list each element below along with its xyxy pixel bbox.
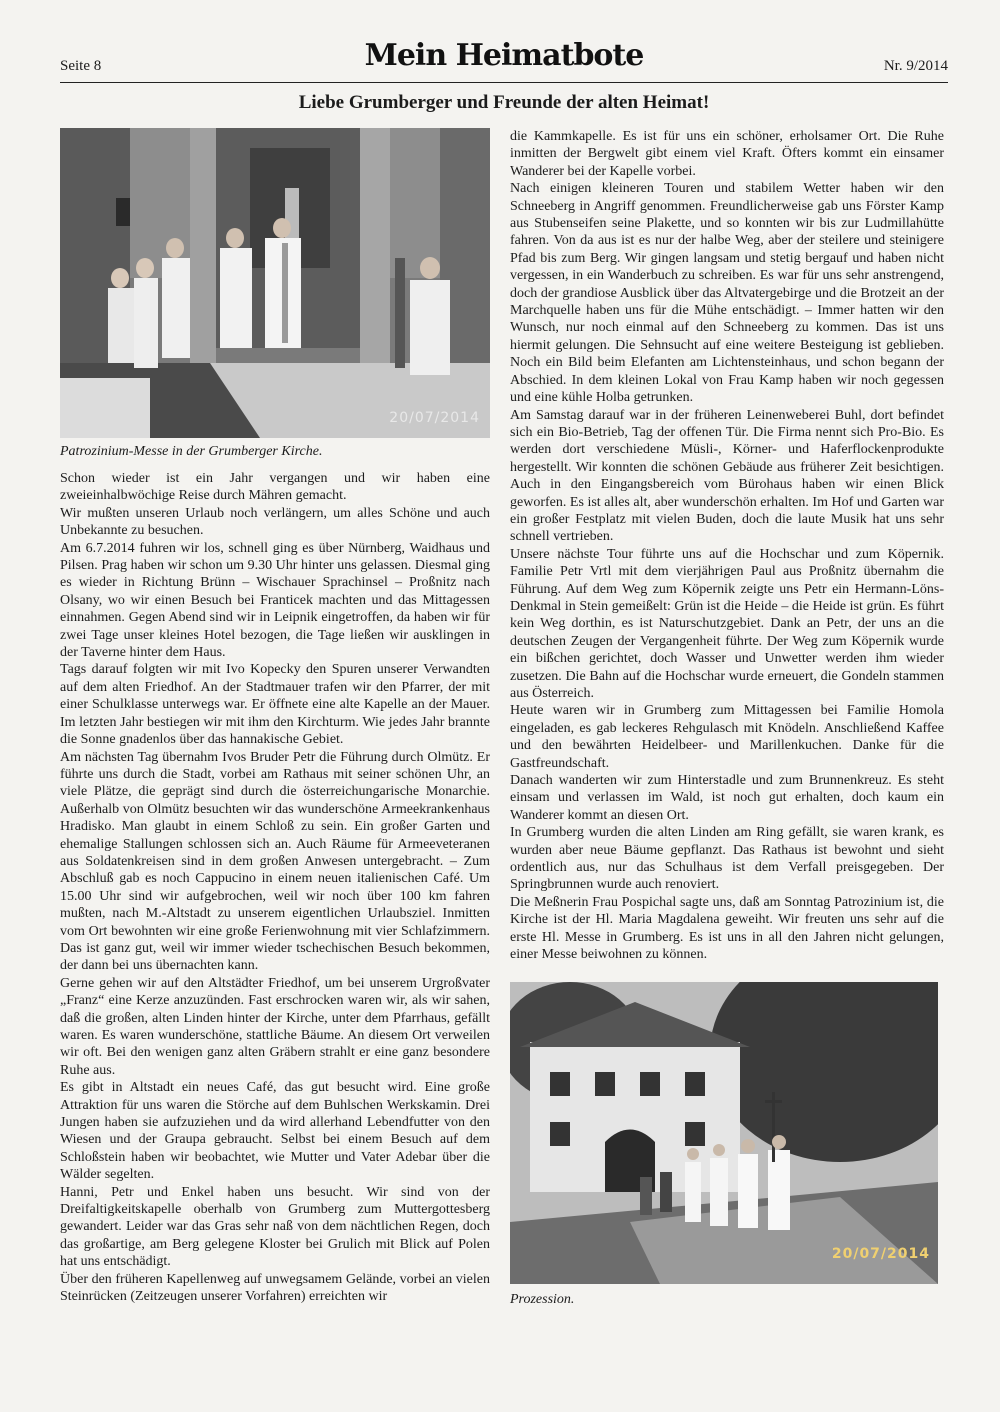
paragraph: Danach wanderten wir zum Hinterstadle und zum Brunnenkreuz. Es steht einsam und verlassen im Wald, ist noch gut erhalten, doch kaum ein Wanderer kommt an diesen Ort. (510, 773, 944, 823)
paragraph: Am nächsten Tag übernahm Ivos Bruder Petr die Führung durch Olmütz. Er führte uns durch die Stadt, vorbei am Rathaus mit seiner schönen Uhr, an viele Plätze, die geprägt sind durch die österreichungarische Monarchie. Außerhalb von Olmütz besuchten wir das wunderschöne Armeekrankenhaus Hradisko. Man glaubt in einem Schloß zu sein. Ein großer Garten und ehemalige Stallungen schlossen sich an. Auch Räume für Armeeveteranen aus Soldatenkreisen sind in dem großen Anwesen untergebracht. – Zum Abschluß gab es noch Cappucino in einem neuen italienischen Café. Um 15.00 Uhr sind wir aufgebrochen, weil wir noch über 100 km fahren mußten, nach M.-Altstadt zu unserem eigentlichen Urlaubsziel. Inmitten vom Ort bewohnten wir eine große Ferienwohnung mit vier Schlafzimmern. Das ist ganz gut, weil wir immer wieder tschechischen Besuch bekommen, der dann bei uns übernachten kann. (60, 749, 490, 974)
paragraph: Gerne gehen wir auf den Altstädter Friedhof, um bei unserem Urgroßvater „Franz“ eine Kerze anzuzünden. Fast erschrocken waren wir, als wir sahen, daß die großen, alten Linden hinter der Kirche, unter dem Pfarrhaus, gefällt waren. Es waren wunderschöne, stattliche Bäume. An diesem Ort verweilen wir oft. Bei den wenigen ganz alten Gräbern strahlt er eine ganz besondere Ruhe aus. (60, 975, 490, 1078)
church-interior-image (60, 128, 490, 438)
paragraph: In Grumberg wurden die alten Linden am Ring gefällt, sie waren krank, es wurden aber neue Bäume gepflanzt. Das Rathaus ist bewohnt und sieht ordentlich aus, nur das Schulhaus ist dem Verfall preisgegeben. Der Springbrunnen wurde auch renoviert. (510, 825, 944, 893)
paragraph: Nach einigen kleineren Touren und stabilem Wetter haben wir den Schneeberg in Angriff genommen. Freundlicherweise gab uns Förster Kamp aus Stubenseifen seine Plakette, und so konnten wir bis zur Ludmillahütte fahren. Von da aus ist es nur der halbe Weg, aber der steilere und steinigere Pfad bis zum Berg. Wir gingen langsam und stetig bergauf und haben nicht vergessen, in ein Wanderbuch zu schreiben. Es war für uns sehr anstrengend, doch der grandiose Ausblick über das Altvatergebirge und die Brotzeit an der Marchquelle haben uns für die Mühe entschädigt. – Immer hatten wir den Wunsch, nur noch einmal auf den Schneeberg zu kommen. Das ist uns hiermit gelungen. Die Sehnsucht auf eine weitere Besteigung ist geblieben. Noch ein Bild beim Elefanten am Lichtensteinhaus, und schon begann der Abschied. In dem kleinen Lokal von Frau Kamp haben wir noch gegessen und eine kühle Holba getrunken. (510, 181, 944, 406)
paragraph: die Kammkapelle. Es ist für uns ein schöner, erholsamer Ort. Die Ruhe inmitten der Bergwelt gibt einem viel Kraft. Öfters kommt ein einsamer Wanderer bei der Kapelle vorbei. (510, 129, 944, 179)
paragraph: Unsere nächste Tour führte uns auf die Hochschar und zum Köpernik. Familie Petr Vrtl mit dem vierjährigen Paul aus Proßnitz übernahm die Führung. Auf dem Weg zum Köpernik zeigte uns Petr ein Hermann-Löns-Denkmal in Stein gemeißelt: Grün ist die Heide – die Heide ist grün. Es führt kein Weg dorthin, es ist Naturschutzgebiet. Dank an Petr, der uns an die deutschen Zeugen der Vergangenheit führte. Der Weg zum Köpernik wurde ein bißchen gerichtet, doch Wasser und Unwetter werden ihm wieder zusetzen. Die Bahn auf die Hochschar wurde erneuert, die Gondeln stammen aus Österreich. (510, 546, 944, 701)
procession-image (510, 982, 938, 1284)
paragraph: Schon wieder ist ein Jahr vergangen und wir haben eine zweieinhalbwöchige Reise durch Mähren gemacht. (60, 471, 490, 504)
paragraph: Wir mußten unseren Urlaub noch verlängern, um alles Schöne und auch Unbekannte zu besuchen. (60, 505, 490, 539)
church-mass-photo (60, 128, 490, 438)
article-headline: Liebe Grumberger und Freunde der alten Heimat! (298, 92, 710, 113)
paragraph: Die Meßnerin Frau Pospichal sagte uns, daß am Sonntag Patrozinium ist, die Kirche ist der Hl. Maria Magdalena geweiht. Wir freuten uns sehr auf die erste Hl. Messe in Grumberg. Es ist uns in all den Jahren nicht gelungen, einer Messe beiwohnen zu können. (510, 894, 944, 963)
page-number: Seite 8 (60, 58, 102, 74)
right-article-text (510, 128, 944, 964)
photo-date-stamp: 20/07/2014 (389, 410, 480, 426)
photo-caption: Prozession. (510, 1291, 575, 1307)
paragraph: Es gibt in Altstadt ein neues Café, das gut besucht wird. Eine große Attraktion für uns waren die Störche auf dem Buhlschen Werkskamin. Drei Jungen haben sie aufzuziehen und da wird allerhand Lebendfutter von den Wiesen und der Graupa gebraucht. Selbst bei einem Besuch auf dem Schloßstein haben wir beobachtet, wie Mutter und Vater Adebar über die Wälder segelten. (60, 1080, 490, 1183)
paragraph: Am 6.7.2014 fuhren wir los, schnell ging es über Nürnberg, Waidhaus und Pilsen. Prag haben wir schon um 9.30 Uhr hinter uns gelassen. Diesmal ging es wieder in Richtung Brünn – Wischauer Sprachinsel – Proßnitz nach Olsany, wo wir einen Besuch bei Franticek machten und das Mittagessen einnahmen. Gegen Abend sind wir in Leipnik eingetroffen, da haben wir für zwei Tage unser kleines Hotel bezogen, die Tage ließen wir ausklingen in der Taverne hinter dem Haus. (60, 540, 490, 661)
page-header (60, 38, 948, 83)
masthead-logo: Mein Heimatbote (364, 38, 644, 73)
procession-photo (510, 982, 938, 1284)
paragraph: Tags darauf folgten wir mit Ivo Kopecky den Spuren unserer Verwandten auf dem alten Friedhof. An der Stadtmauer trafen wir den Pfarrer, der mit einer Schulklasse unterwegs war. Er öffnete eine alte Kapelle an der Mauer. Im letzten Jahr bestiegen wir mit ihm den Kirchturm. Wie jedes Jahr brannte die Sonne gnadenlos über das hannakische Gebiet. (60, 662, 490, 748)
photo-caption: Patrozinium-Messe in der Grumberger Kirche. (60, 444, 323, 459)
photo-date-stamp: 20/07/2014 (831, 1245, 930, 1262)
paragraph: Am Samstag darauf war in der früheren Leinenweberei Buhl, dort befindet sich ein Bio-Betrieb, Tag der offenen Tür. Die Firma nennt sich Pro-Bio. Es werden dort verschiedene Müsli-, Körner- und Haferflockenprodukte hergestellt. Wir konnten die schönen Gebäude aus früherer Zeit besichtigen. Auch in den Eingangsbereich vom Bürohaus haben wir einen Blick geworfen. Es ist alles alt, aber wunderschön erhalten. Im Hof und Garten war ein großer Festplatz mit vielen Buden, doch die laute Musik hat uns sehr schnell vertrieben. (510, 407, 944, 545)
right-column (510, 128, 944, 1308)
left-column (60, 128, 490, 1306)
paragraph: Hanni, Petr und Enkel haben uns besucht. Wir sind von der Dreifaltigkeitskapelle oberhalb von Grumberg zum Muttergottesberg gewandert. Leider war das Gras sehr naß von dem nächtlichen Regen, doch das großartige, am Berg gelegene Kloster bei Grulich mit Blick auf Polen hat uns entschädigt. (60, 1184, 490, 1270)
paragraph: Heute waren wir in Grumberg zum Mittagessen bei Familie Homola eingeladen, es gab leckeres Rehgulasch mit Knödeln. Anschließend Kaffee und den bewährten Heidelbeer- und Marillenkuchen. Danke für die Gastfreundschaft. (510, 703, 944, 771)
paragraph: Über den früheren Kapellenweg auf unwegsamem Gelände, vorbei an vielen Steinrücken (Zeitzeugen unserer Vorfahren) erreichten wir (60, 1271, 490, 1305)
issue-number: Nr. 9/2014 (883, 58, 948, 74)
left-article-text (60, 470, 490, 1306)
